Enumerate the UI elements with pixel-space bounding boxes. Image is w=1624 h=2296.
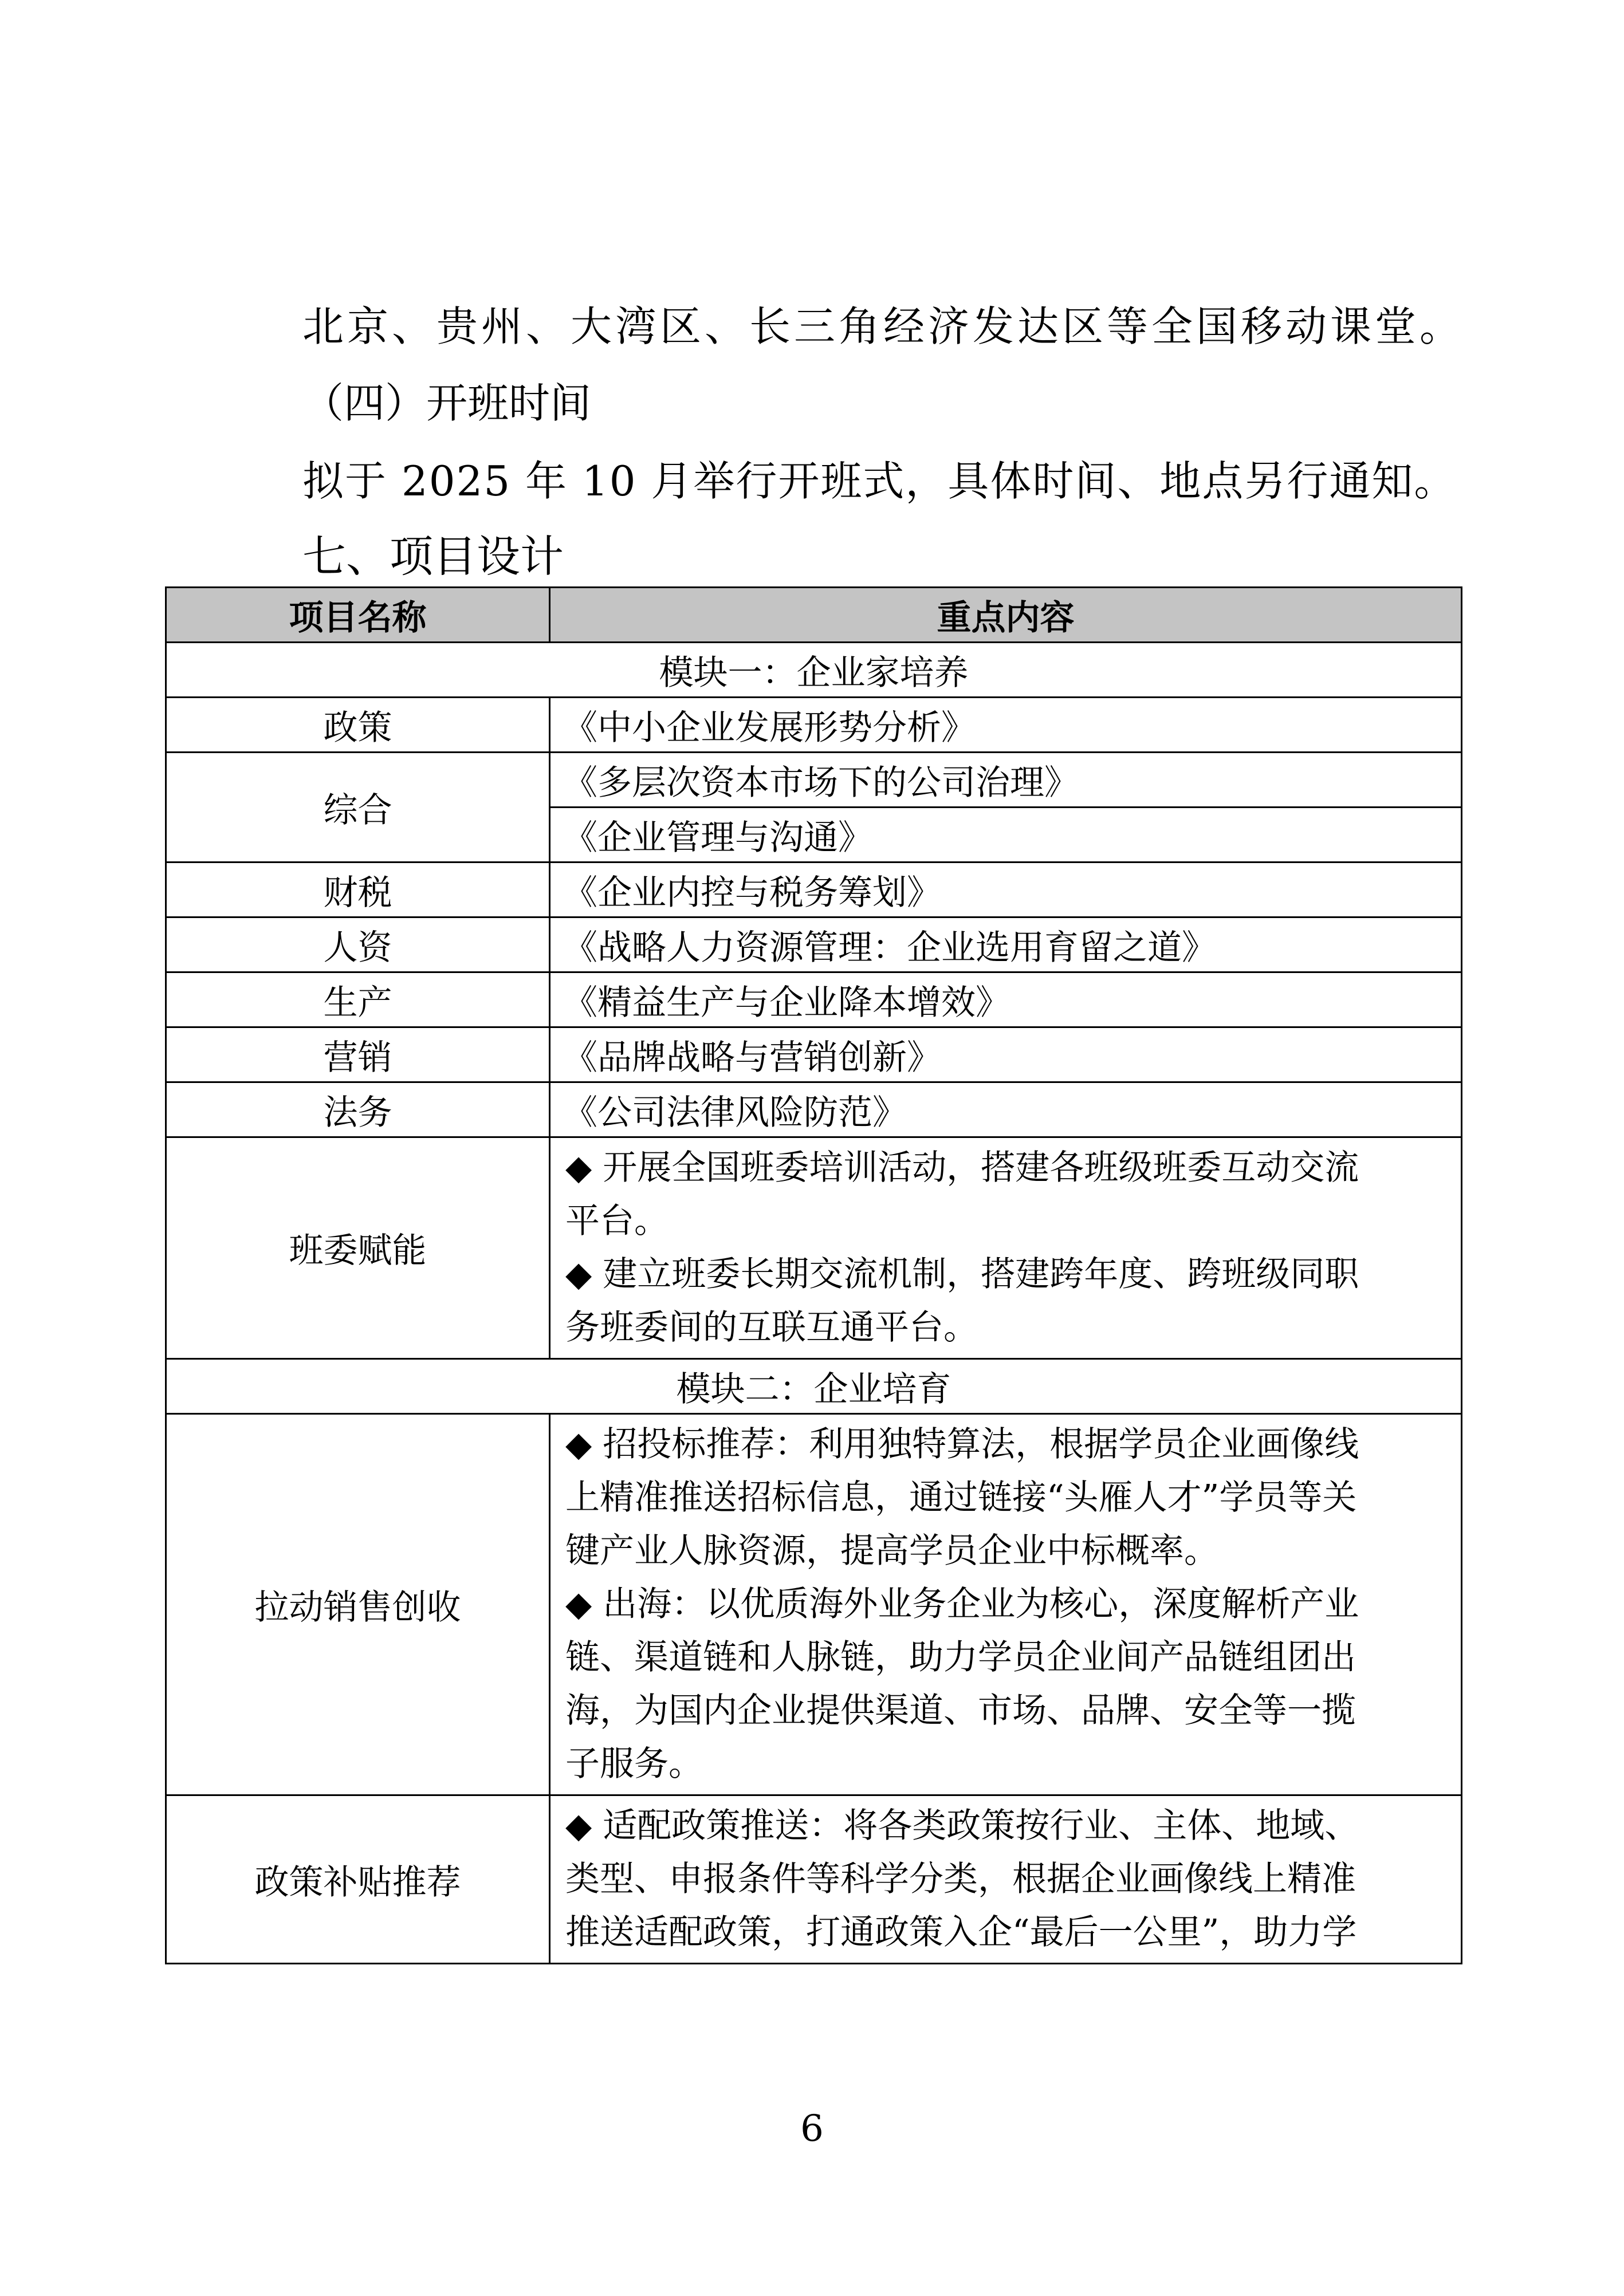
table-row [166, 1082, 1462, 1137]
row-name: 生产 [166, 972, 550, 1027]
table-row [166, 1027, 1462, 1082]
header-key-content: 重点内容 [550, 588, 1462, 643]
row-content: 《中小企业发展形势分析》 [550, 698, 1462, 753]
bullet-line: 海，为国内企业提供渠道、市场、品牌、安全等一揽 [565, 1691, 1356, 1731]
bullet-line: 上精准推送招标信息，通过链接“头雁人才”学员等关 [565, 1478, 1357, 1518]
table-row [166, 1414, 1462, 1795]
bullet-line: 子服务。 [565, 1744, 703, 1784]
row-name: 政策补贴推荐 [166, 1795, 550, 1964]
row-name: 班委赋能 [166, 1137, 550, 1359]
row-name: 法务 [166, 1082, 550, 1137]
bullet-line: 键产业人脉资源，提高学员企业中标概率。 [565, 1531, 1218, 1571]
table-row [166, 972, 1462, 1027]
row-name: 综合 [166, 753, 550, 863]
bullet-line: 推送适配政策，打通政策入企“最后一公里”，助力学 [565, 1912, 1357, 1952]
bullet-line: 链、渠道链和人脉链，助力学员企业间产品链组团出 [565, 1637, 1356, 1677]
paragraph-mobile-classroom: 北京、贵州、大湾区、长三角经济发达区等全国移动课堂。 [302, 302, 1465, 350]
row-content-bullets [550, 1414, 1462, 1795]
bullet-line: 平台。 [565, 1201, 669, 1241]
row-content: 《战略人力资源管理：企业选用育留之道》 [550, 917, 1462, 972]
row-content: 《企业内控与税务筹划》 [550, 863, 1462, 917]
bullet-line: ◆ 出海：以优质海外业务企业为核心，深度解析产业 [565, 1584, 1359, 1624]
bullet-line: ◆ 建立班委长期交流机制，搭建跨年度、跨班级同职 [565, 1254, 1359, 1294]
row-name: 营销 [166, 1027, 550, 1082]
table-header-row [166, 588, 1462, 643]
row-name: 政策 [166, 698, 550, 753]
module-title: 模块二：企业培育 [166, 1359, 1462, 1414]
subheading-opening-time: （四）开班时间 [302, 379, 592, 427]
header-project-name: 项目名称 [166, 588, 550, 643]
table-row [166, 1795, 1462, 1964]
row-name: 人资 [166, 917, 550, 972]
bullet-line: 类型、申报条件等科学分类，根据企业画像线上精准 [565, 1859, 1356, 1899]
row-content-bullets [550, 1137, 1462, 1359]
row-content: 《企业管理与沟通》 [550, 808, 1462, 863]
table-row [166, 917, 1462, 972]
table-row [166, 753, 1462, 808]
module-row [166, 643, 1462, 698]
table-row [166, 698, 1462, 753]
bullet-line: ◆ 招投标推荐：利用独特算法，根据学员企业画像线 [565, 1424, 1359, 1464]
page-number: 6 [800, 2108, 824, 2150]
module-title: 模块一：企业家培养 [166, 643, 1462, 698]
table-row [166, 863, 1462, 917]
row-content-bullets [550, 1795, 1462, 1964]
row-name: 拉动销售创收 [166, 1414, 550, 1795]
module-row [166, 1359, 1462, 1414]
row-content: 《多层次资本市场下的公司治理》 [550, 753, 1462, 808]
row-content: 《品牌战略与营销创新》 [550, 1027, 1462, 1082]
table-row [166, 1137, 1462, 1359]
paragraph-opening-ceremony: 拟于 2025 年 10 月举行开班式，具体时间、地点另行通知。 [302, 457, 1457, 505]
row-content: 《公司法律风险防范》 [550, 1082, 1462, 1137]
bullet-line: ◆ 开展全国班委培训活动，搭建各班级班委互动交流 [565, 1148, 1359, 1188]
section-heading-project-design: 七、项目设计 [302, 531, 564, 582]
project-design-table [165, 586, 1462, 1964]
bullet-line: ◆ 适配政策推送：将各类政策按行业、主体、地域、 [565, 1806, 1359, 1846]
row-content: 《精益生产与企业降本增效》 [550, 972, 1462, 1027]
bullet-line: 务班委间的互联互通平台。 [565, 1308, 978, 1348]
row-name: 财税 [166, 863, 550, 917]
